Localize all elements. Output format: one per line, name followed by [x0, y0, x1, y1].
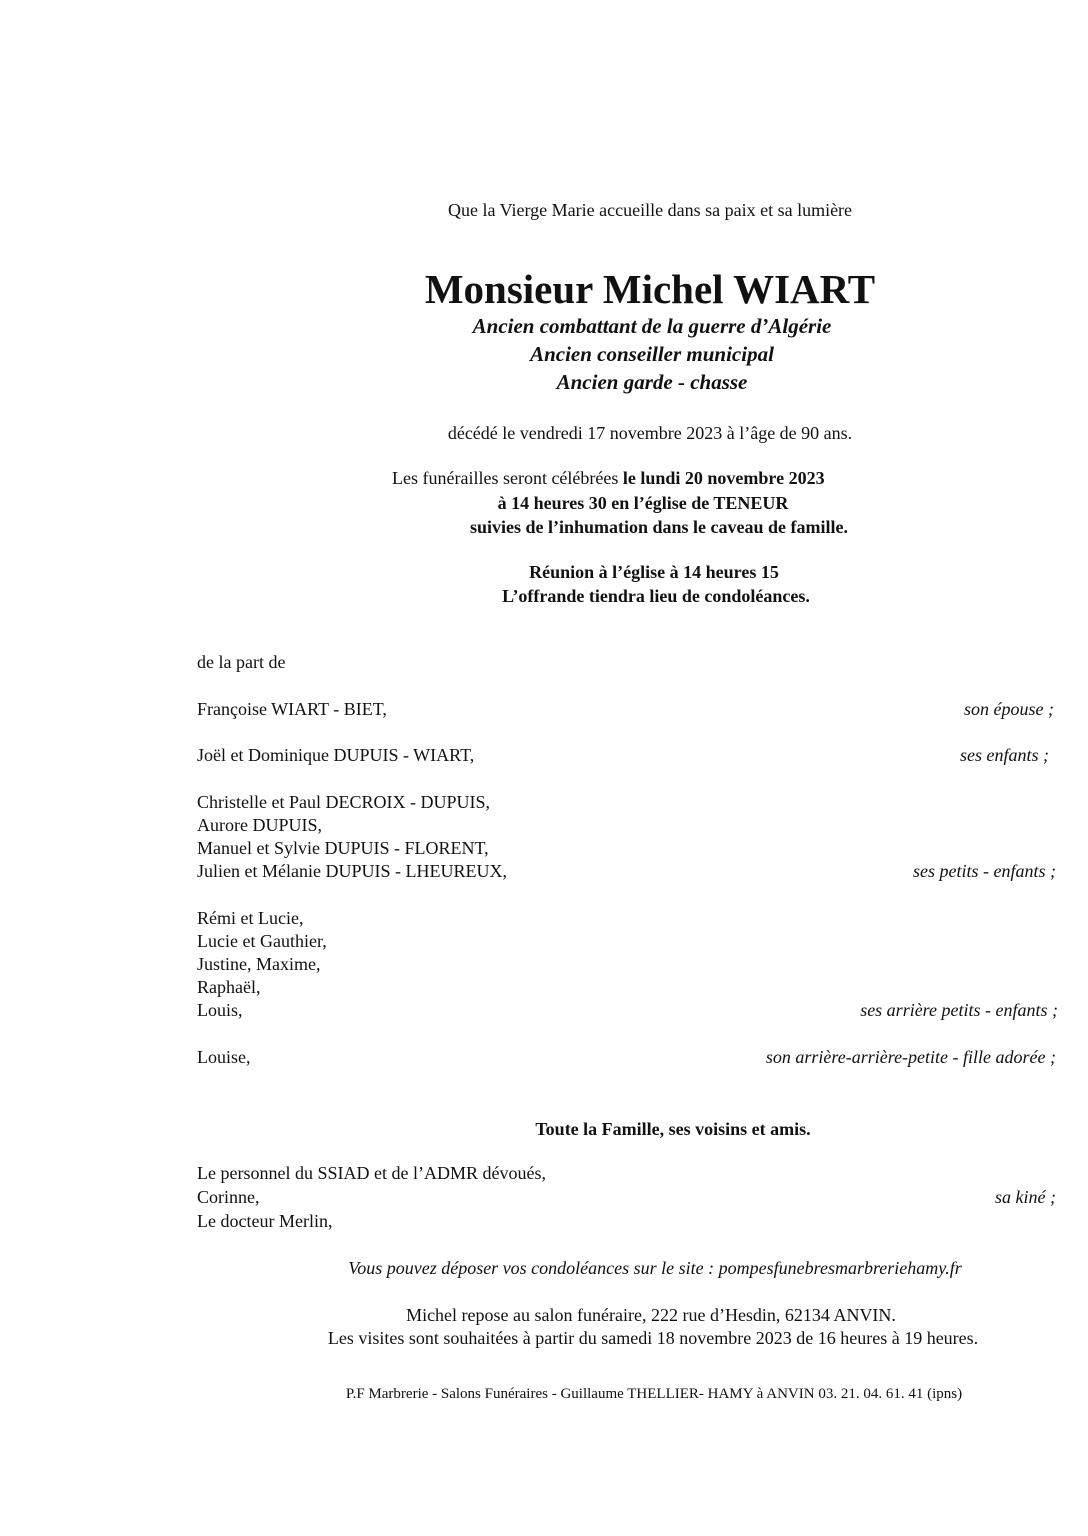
title-line-1: Ancien combattant de la guerre d’Algérie — [472, 314, 832, 338]
condolences-site: Vous pouvez déposer vos condoléances sur le site : pompesfunebresmarbreriehamy.fr — [348, 1258, 962, 1278]
funeral-line-2: à 14 heures 30 en l’église de TENEUR — [497, 493, 789, 513]
relation-spouse: son épouse ; — [964, 699, 1054, 719]
family-name: Louise, — [197, 1047, 251, 1067]
other-name: Corinne, — [197, 1187, 260, 1207]
relation-grandchildren: ses petits - enfants ; — [913, 861, 1056, 881]
funeral-line-1 — [392, 469, 825, 487]
meeting-line-2: L’offrande tiendra lieu de condoléances. — [502, 586, 810, 606]
family-name: Françoise WIART - BIET, — [197, 699, 387, 719]
funeral-line-1-plain: Les funérailles seront célébrées — [392, 468, 623, 488]
family-name: Aurore DUPUIS, — [197, 815, 322, 835]
relation-great-great-granddaughter: son arrière-arrière-petite - fille adorée ; — [765, 1047, 1056, 1067]
family-name: Lucie et Gauthier, — [197, 931, 327, 951]
family-name: Raphaël, — [197, 977, 261, 997]
funeral-date: le lundi 20 novembre 2023 — [622, 468, 825, 488]
from-label: de la part de — [197, 652, 286, 672]
invocation: Que la Vierge Marie accueille dans sa paix et sa lumière — [447, 200, 853, 220]
title-line-2: Ancien conseiller municipal — [530, 342, 774, 366]
death-notice: décédé le vendredi 17 novembre 2023 à l’âge de 90 ans. — [447, 423, 853, 443]
family-name: Louis, — [197, 1000, 243, 1020]
family-name: Christelle et Paul DECROIX - DUPUIS, — [197, 792, 490, 812]
funeral-line-3: suivies de l’inhumation dans le caveau de famille. — [469, 517, 849, 537]
title-line-3: Ancien garde - chasse — [556, 370, 748, 394]
family-name: Joël et Dominique DUPUIS - WIART, — [197, 745, 475, 765]
other-name: Le docteur Merlin, — [197, 1211, 333, 1231]
family-name: Manuel et Sylvie DUPUIS - FLORENT, — [197, 838, 489, 858]
deceased-name: Monsieur Michel WIART — [424, 266, 876, 312]
other-name: Le personnel du SSIAD et de l’ADMR dévoués, — [197, 1163, 546, 1183]
all-family-line: Toute la Famille, ses voisins et amis. — [535, 1119, 811, 1139]
visiting-hours: Les visites sont souhaitées à partir du samedi 18 novembre 2023 de 16 heures à 19 heures. — [327, 1328, 979, 1348]
family-name: Rémi et Lucie, — [197, 908, 304, 928]
family-name: Justine, Maxime, — [197, 954, 321, 974]
family-name: Julien et Mélanie DUPUIS - LHEUREUX, — [197, 861, 507, 881]
relation-physio: sa kiné ; — [995, 1187, 1056, 1207]
relation-children: ses enfants ; — [960, 745, 1049, 765]
meeting-line-1: Réunion à l’église à 14 heures 15 — [529, 562, 779, 582]
relation-great-grandchildren: ses arrière petits - enfants ; — [860, 1000, 1058, 1020]
rest-location: Michel repose au salon funéraire, 222 rue d’Hesdin, 62134 ANVIN. — [406, 1305, 896, 1325]
funeral-home-footer: P.F Marbrerie - Salons Funéraires - Guillaume THELLIER- HAMY à ANVIN 03. 21. 04. 61. 41 (ipns) — [345, 1386, 963, 1402]
